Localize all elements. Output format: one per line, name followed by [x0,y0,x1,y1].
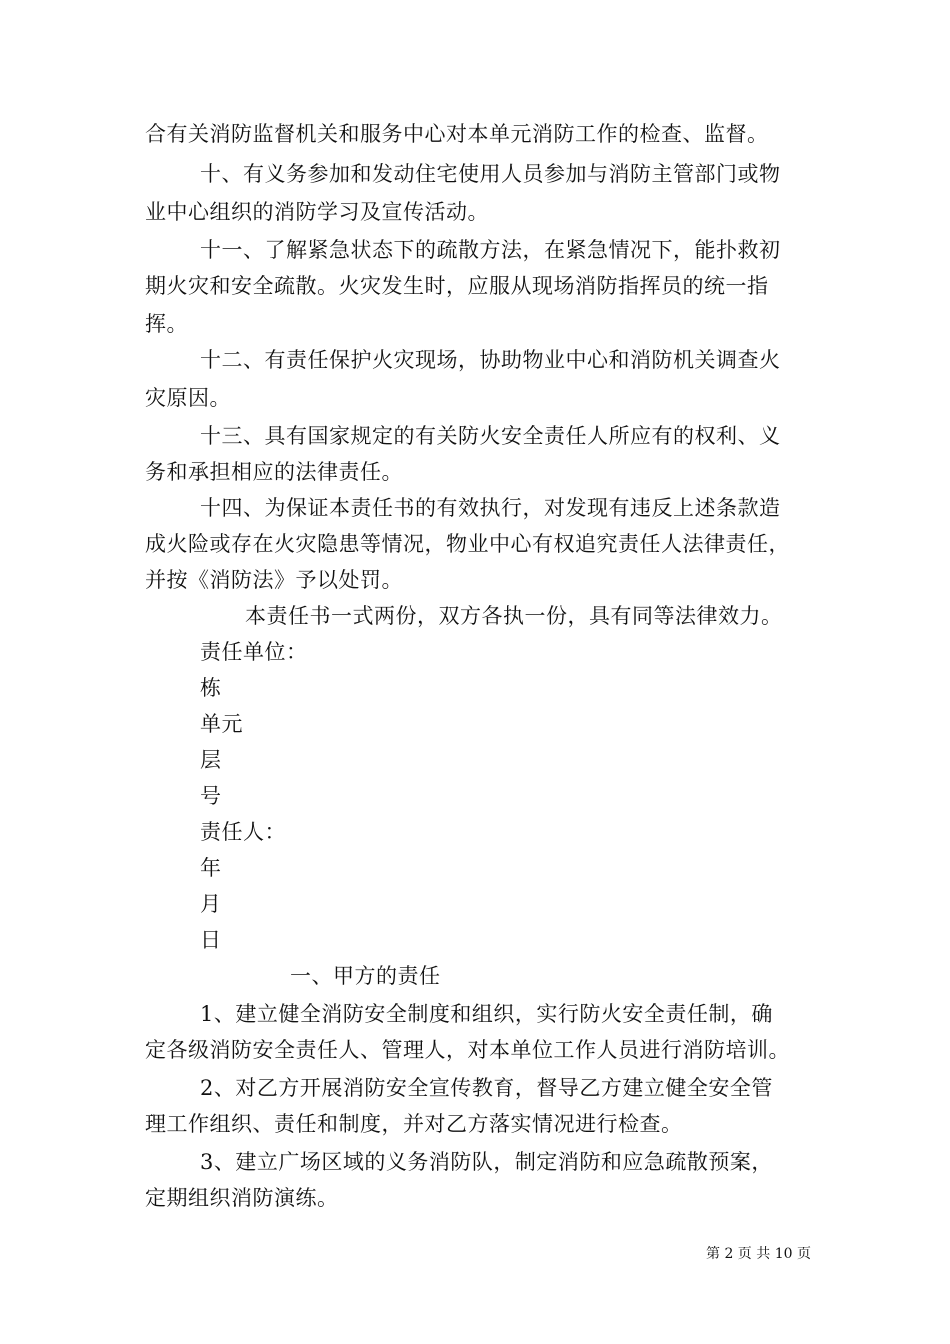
paragraph-line: 合有关消防监督机关和服务中心对本单元消防工作的检查、监督。 [145,122,769,146]
section-heading: 一、甲方的责任 [290,964,441,988]
signature-label: 责任单位： [200,640,308,664]
signature-field: 号 [200,784,222,808]
paragraph-line: 期火灾和安全疏散。火灾发生时，应服从现场消防指挥员的统一指 [145,274,769,298]
paragraph-line: 理工作组织、责任和制度，并对乙方落实情况进行检查。 [145,1112,683,1136]
paragraph-line: 十一、了解紧急状态下的疏散方法，在紧急情况下，能扑救初 [200,238,781,262]
paragraph-line: 定期组织消防演练。 [145,1186,339,1210]
paragraph-line: 1、建立健全消防安全制度和组织，实行防火安全责任制，确 [200,1002,773,1026]
paragraph-line: 定各级消防安全责任人、管理人，对本单位工作人员进行消防培训。 [145,1038,790,1062]
signature-field: 单元 [200,712,243,736]
paragraph-line: 十四、为保证本责任书的有效执行，对发现有违反上述条款造 [200,496,781,520]
paragraph-line: 十三、具有国家规定的有关防火安全责任人所应有的权利、义 [200,424,781,448]
date-field: 月 [200,892,222,916]
paragraph-line: 业中心组织的消防学习及宣传活动。 [145,200,489,224]
date-field: 年 [200,856,222,880]
paragraph-line: 挥。 [145,312,188,336]
page-number: 第 2 页 共 10 页 [706,1246,811,1262]
paragraph-line: 十、有义务参加和发动住宅使用人员参加与消防主管部门或物 [200,162,781,186]
signature-label: 责任人： [200,820,286,844]
paragraph-line: 成火险或存在火灾隐患等情况，物业中心有权追究责任人法律责任， [145,532,790,556]
closing-statement: 本责任书一式两份，双方各执一份，具有同等法律效力。 [245,604,783,628]
paragraph-line: 灾原因。 [145,386,231,410]
paragraph-line: 务和承担相应的法律责任。 [145,460,403,484]
date-field: 日 [200,928,222,952]
paragraph-line: 2、对乙方开展消防安全宣传教育，督导乙方建立健全安全管 [200,1076,773,1100]
paragraph-line: 3、建立广场区域的义务消防队，制定消防和应急疏散预案， [200,1150,773,1174]
signature-field: 栋 [200,676,222,700]
paragraph-line: 十二、有责任保护火灾现场，协助物业中心和消防机关调查火 [200,348,781,372]
signature-field: 层 [200,748,222,772]
paragraph-line: 并按《消防法》予以处罚。 [145,568,403,592]
